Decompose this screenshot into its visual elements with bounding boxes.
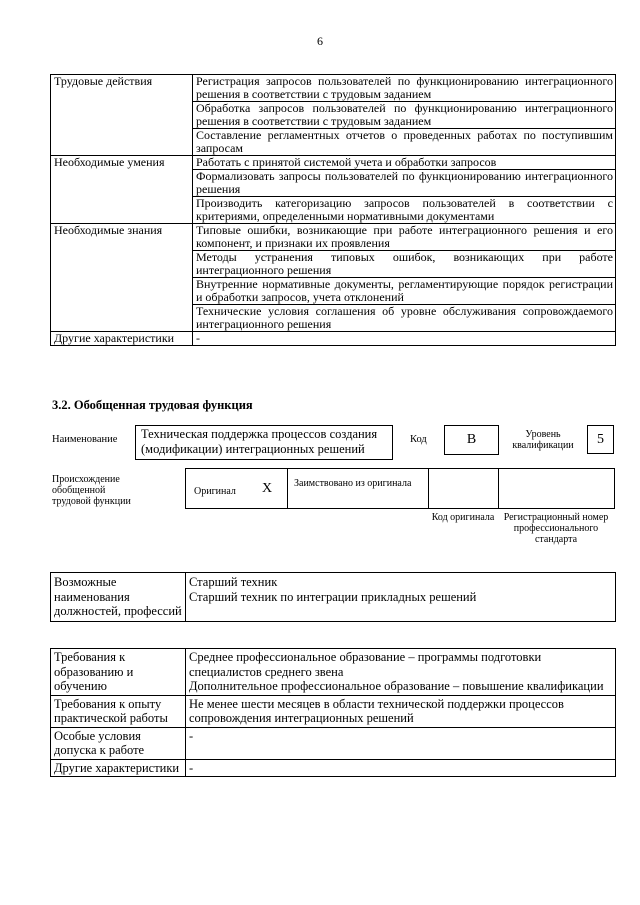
- table-row: [51, 75, 616, 102]
- qualification-level-box: 5: [587, 425, 614, 454]
- list-item: Технические условия соглашения об уровне обслуживания сопровождаемого интеграционного решения: [193, 305, 616, 332]
- requirement-label-education: Требования к образованию и обучению: [51, 649, 186, 696]
- table-row: [51, 759, 616, 777]
- list-item: Формализовать запросы пользователей по функционированию интеграционного решения: [193, 170, 616, 197]
- positions-label: Возможные наименования должностей, профессий: [51, 573, 186, 622]
- list-item: Старший техник по интеграции прикладных решений: [189, 589, 477, 604]
- name-label: Наименование: [52, 434, 118, 445]
- list-item: Старший техник: [189, 575, 278, 589]
- function-name-box: Техническая поддержка процессов создания (модификации) интеграционных решений: [135, 425, 393, 460]
- labor-functions-table: [50, 74, 616, 346]
- original-label: Оригинал: [194, 486, 236, 497]
- table-row: [51, 649, 616, 696]
- list-item: Составление регламентных отчетов о проведенных работах по поступившим запросам: [193, 129, 616, 156]
- original-checkmark: X: [262, 481, 273, 496]
- list-item: Дополнительное профессиональное образование – повышение квалификации: [189, 679, 604, 693]
- requirement-value-special-conditions: -: [186, 727, 616, 759]
- row-label-labor-actions: Трудовые действия: [51, 75, 193, 156]
- qualification-level-label: Уровень квалификации: [512, 429, 574, 451]
- table-row: [51, 727, 616, 759]
- table-row: [51, 573, 616, 622]
- row-label-other: Другие характеристики: [51, 332, 193, 346]
- code-label: Код: [410, 434, 427, 445]
- list-item: -: [193, 332, 616, 346]
- list-item: Методы устранения типовых ошибок, возникающих при работе интеграционного решения: [193, 251, 616, 278]
- page-number: 6: [317, 34, 323, 48]
- list-item: Регистрация запросов пользователей по функционированию интеграционного решения в соответствии с трудовым заданием: [193, 75, 616, 102]
- list-item: Работать с принятой системой учета и обработки запросов: [193, 156, 616, 170]
- list-item: Среднее профессиональное образование – программы подготовки специалистов среднего звена: [189, 650, 542, 679]
- list-item: Производить категоризацию запросов пользователей в соответствии с критериями, определенными нормативными документами: [193, 197, 616, 224]
- row-label-required-knowledge: Необходимые знания: [51, 224, 193, 332]
- list-item: Внутренние нормативные документы, регламентирующие порядок регистрации и обработки запросов, учета отклонений: [193, 278, 616, 305]
- reg-number-caption: Регистрационный номер профессионального стандарта: [503, 512, 609, 545]
- positions-values: [186, 573, 616, 622]
- table-row: [51, 156, 616, 170]
- list-item: Обработка запросов пользователей по функционированию интеграционного решения в соответствии с трудовым заданием: [193, 102, 616, 129]
- origin-code-caption: Код оригинала: [431, 512, 495, 523]
- list-item: Типовые ошибки, возникающие при работе интеграционного решения и его компонент, и признаки их проявления: [193, 224, 616, 251]
- requirement-value-other: -: [186, 759, 616, 777]
- row-label-required-skills: Необходимые умения: [51, 156, 193, 224]
- requirement-label-other: Другие характеристики: [51, 759, 186, 777]
- requirement-value-education: [186, 649, 616, 696]
- table-row: [51, 332, 616, 346]
- code-value-box: B: [444, 425, 499, 455]
- table-row: [51, 695, 616, 727]
- requirement-label-special-conditions: Особые условия допуска к работе: [51, 727, 186, 759]
- origin-table: [185, 468, 615, 509]
- requirement-value-experience: Не менее шести месяцев в области технической поддержки процессов сопровождения интеграционных решений: [186, 695, 616, 727]
- section-title: 3.2. Обобщенная трудовая функция: [52, 398, 253, 412]
- requirements-table: [50, 648, 616, 777]
- borrowed-label: Заимствовано из оригинала: [294, 478, 412, 489]
- origin-label: Происхождение обобщенной трудовой функции: [52, 474, 131, 507]
- table-row: [51, 224, 616, 251]
- positions-table: [50, 572, 616, 622]
- requirement-label-experience: Требования к опыту практической работы: [51, 695, 186, 727]
